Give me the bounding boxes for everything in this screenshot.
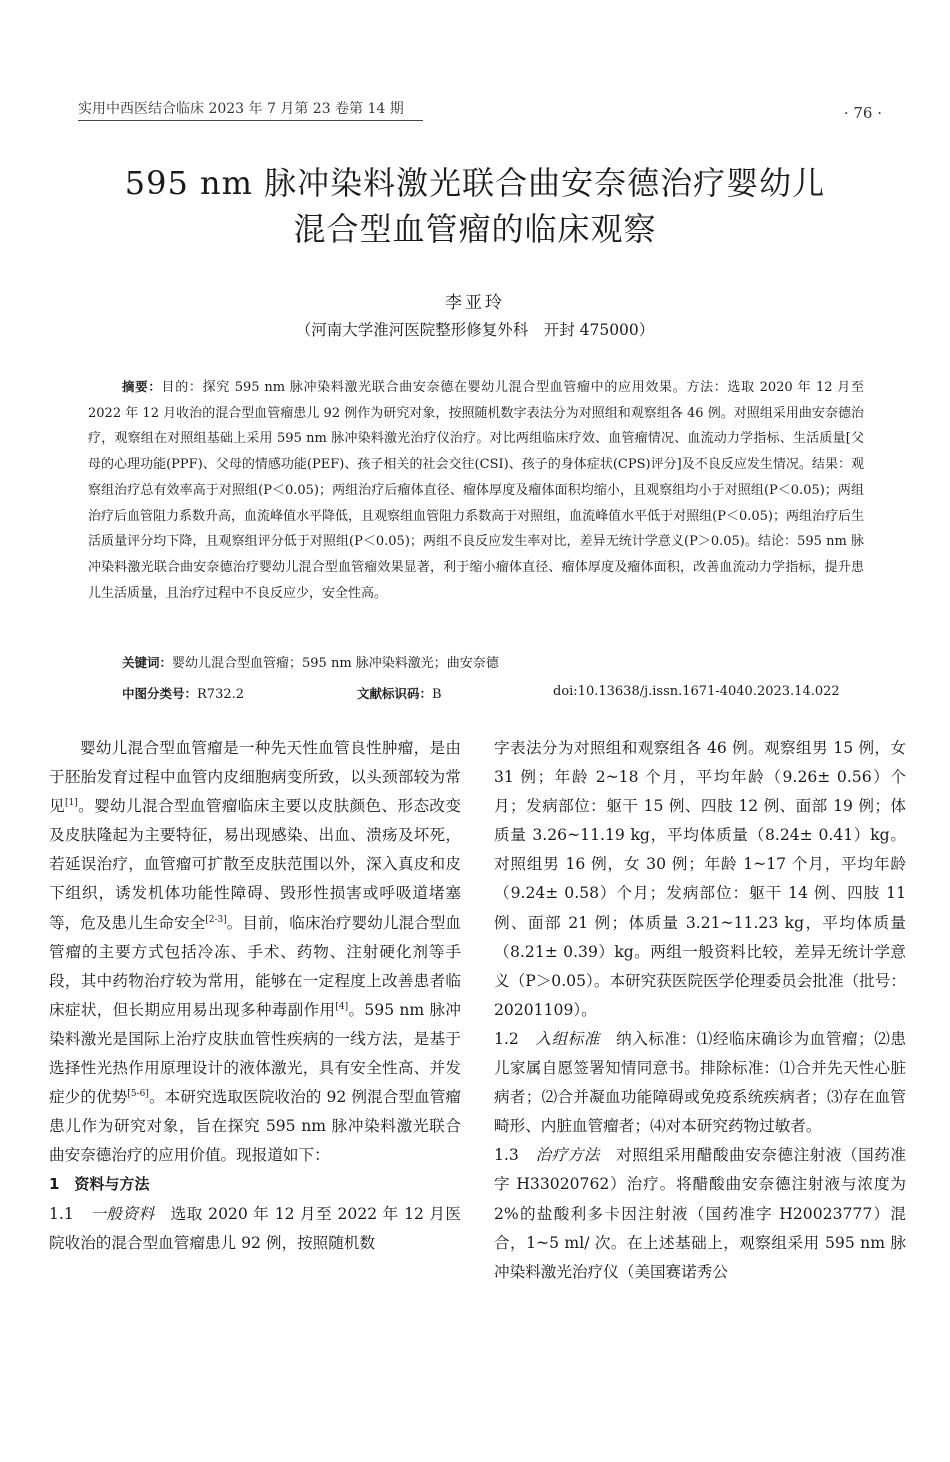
intro-text-3: 。目前，临床治疗婴幼儿混合型血管瘤的主要方式包括冷冻、手术、药物、注射硬化剂等手段，其中药物治疗较为常用，能够在一定程度上改善患者临床症状，但长期应用易出现多种毒副作用 <box>49 913 461 1019</box>
header-rule <box>78 120 423 121</box>
subsection-title: 入组标准 <box>535 1029 601 1048</box>
subsection-1-2 <box>494 1025 906 1141</box>
intro-text-2: 。婴幼儿混合型血管瘤临床主要以皮肤颜色、形态改变及皮肤隆起为主要特征，易出现感染、出血、溃疡及坏死，若延误治疗，血管瘤可扩散至皮肤范围以外，深入真皮和皮下组织，诱发机体功能性障碍、毁形性损害或呼吸道堵塞等，危及患儿生命安全 <box>49 797 461 932</box>
author: 李亚玲 <box>445 293 505 313</box>
intro-text-4: 。595 nm 脉冲染料激光是国际上治疗皮肤血管性疾病的一线方法，是基于选择性光热作用原理设计的液体激光，具有安全性高、并发症少的优势 <box>49 1000 461 1107</box>
clc-label: 中图分类号： <box>122 686 198 701</box>
document-code <box>357 684 442 702</box>
abstract-label: 摘要： <box>122 379 162 394</box>
keywords <box>122 652 862 671</box>
subsection-title: 一般资料 <box>90 1204 155 1223</box>
intro-text-1: 婴幼儿混合型血管瘤是一种先天性血管良性肿瘤，是由于胚胎发育过程中血管内皮细胞病变所致，以头颈部较为常见 <box>49 739 461 816</box>
affiliation: （河南大学淮河医院整形修复外科 开封 475000） <box>295 321 655 339</box>
subsection-1-1 <box>49 1200 461 1258</box>
clc-number <box>122 684 244 702</box>
subsection-text: 选取 2020 年 12 月至 2022 年 12 月医院收治的混合型血管瘤患儿 92 例，按照随机数 <box>49 1204 462 1252</box>
doi: doi:10.13638/j.issn.1671-4040.2023.14.022 <box>553 684 840 699</box>
subsection-title: 治疗方法 <box>535 1146 601 1165</box>
article-title <box>40 160 910 252</box>
right-column <box>494 734 906 1287</box>
subsection-text: 对照组采用醋酸曲安奈德注射液（国药准字 H33020762）治疗。将醋酸曲安奈德注射液与浓度为 2%的盐酸利多卡因注射液（国药准字 H20023777）混合，1~5 ml/ 次。在上述基础上，观察组采用 595 nm 脉冲染料激光治疗仪（美国赛诺秀公 <box>494 1146 906 1281</box>
doc-code-value: B <box>432 687 442 702</box>
subsection-number: 1.3 <box>494 1146 536 1165</box>
subsection-number: 1.2 <box>494 1029 536 1048</box>
citation-2: [2-3] <box>205 914 227 925</box>
keywords-text: 婴幼儿混合型血管瘤；595 nm 脉冲染料激光；曲安奈德 <box>172 656 499 671</box>
left-column <box>49 734 461 1258</box>
abstract <box>88 374 864 606</box>
intro-paragraph <box>49 734 461 1170</box>
journal-header: 实用中西医结合临床 2023 年 7 月第 23 卷第 14 期 <box>78 101 404 117</box>
citation-4: [5-6] <box>127 1088 149 1099</box>
title-line-1: 595 nm 脉冲染料激光联合曲安奈德治疗婴幼儿 <box>124 164 826 202</box>
abstract-text: 目的：探究 595 nm 脉冲染料激光联合曲安奈德在婴幼儿混合型血管瘤中的应用效果。方法：选取 2020 年 12 月至 2022 年 12 月收治的混合型血管瘤患儿 92 例作为研究对象，按照随机数字表法分为对照组和观察组各 46 例。对照组采用曲安奈德治疗，观察组在对照组基础上采用 595 nm 脉冲染料激光治疗仪治疗。对比两组临床疗效、血管瘤情况、血流动力学指标、生活质量[父母的心理功能(PPF)、父母的情感功能(PEF)、孩子相关的社会交往(CSI)、孩子的身体症状(CPS)评分]及不良反应发生情况。结果：观察组治疗总有效率高于对照组(P＜0.05)；两组治疗后瘤体直径、瘤体厚度及瘤体面积均缩小，且观察组均小于对照组(P＜0.05)；两组治疗后血管阻力系数升高，血流峰值水平降低，且观察组血管阻力系数高于对照组，血流峰值水平低于对照组(P＜0.05)；两组治疗后生活质量评分均下降，且观察组评分低于对照组(P＜0.05)；两组不良反应发生率对比，差异无统计学意义(P＞0.05)。结论：595 nm 脉冲染料激光联合曲安奈德治疗婴幼儿混合型血管瘤效果显著，利于缩小瘤体直径、瘤体厚度及瘤体面积，改善血流动力学指标，提升患儿生活质量，且治疗过程中不良反应少，安全性高。 <box>88 380 864 601</box>
intro-text-5: 。本研究选取医院收治的 92 例混合型血管瘤患儿作为研究对象，旨在探究 595 nm 脉冲染料激光联合曲安奈德治疗的应用价值。现报道如下： <box>49 1088 461 1165</box>
page-number: · 76 · <box>843 104 882 122</box>
title-line-2: 混合型血管瘤的临床观察 <box>293 210 657 248</box>
general-data-paragraph: 字表法分为对照组和观察组各 46 例。观察组男 15 例，女 31 例；年龄 2~18 个月，平均年龄（9.26± 0.56）个月；发病部位：躯干 15 例、四肢 12 例、面部 19 例；体质量 3.26~11.19 kg，平均体质量（8.24± 0.41）kg。对照组男 16 例，女 30 例；年龄 1~17 个月，平均年龄（9.24± 0.58）个月；发病部位：躯干 14 例、四肢 11 例、面部 21 例；体质量 3.21~11.23 kg，平均体质量（8.21± 0.39）kg。两组一般资料比较，差异无统计学意义（P＞0.05）。本研究获医院医学伦理委员会批准（批号：20201109）。 <box>494 739 906 1019</box>
subsection-1-3 <box>494 1141 906 1286</box>
citation-3: [4] <box>335 1001 349 1012</box>
subsection-text: 纳入标准：⑴经临床确诊为血管瘤；⑵患儿家属自愿签署知情同意书。排除标准：⑴合并先天性心脏病者；⑵合并凝血功能障碍或免疫系统疾病者；⑶存在血管畸形、内脏血管瘤者；⑷对本研究药物过敏者。 <box>494 1029 906 1136</box>
citation-1: [1] <box>64 798 78 808</box>
keywords-label: 关键词： <box>122 655 173 670</box>
section-heading-1: 1 资料与方法 <box>49 1175 150 1194</box>
subsection-number: 1.1 <box>49 1204 91 1223</box>
doc-code-label: 文献标识码： <box>357 686 433 701</box>
clc-value: R732.2 <box>197 687 245 702</box>
